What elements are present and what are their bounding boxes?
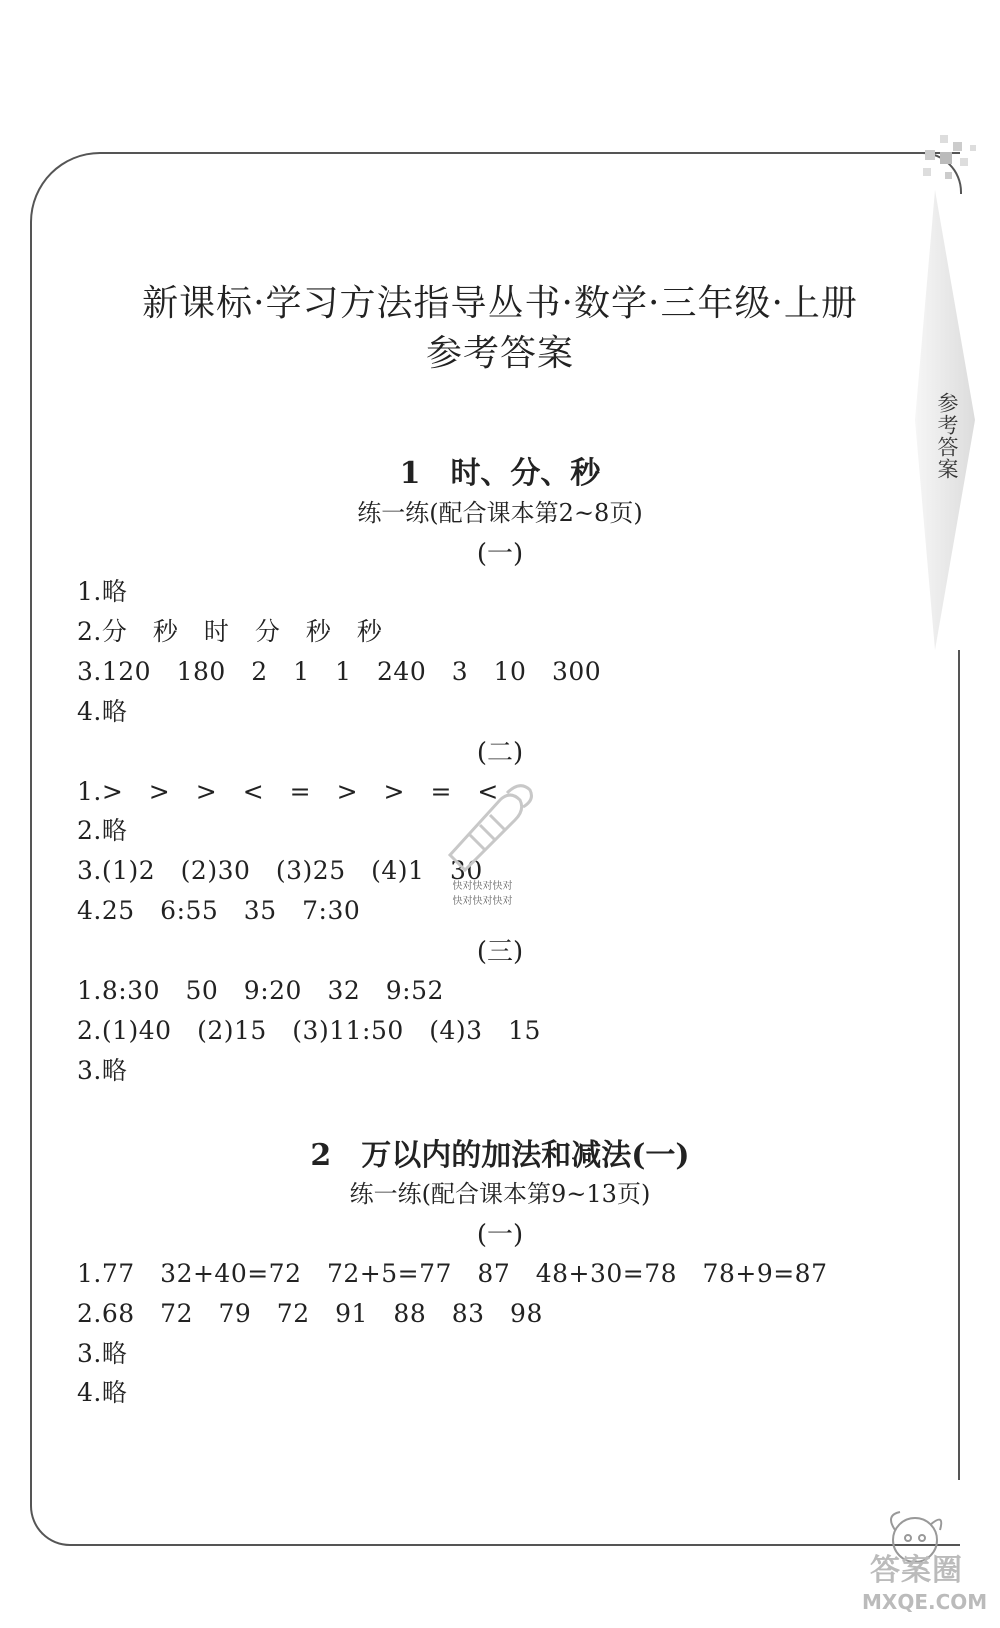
decorative-squares-icon xyxy=(915,130,985,190)
answer-line: 3.120 180 2 1 1 240 3 10 300 xyxy=(77,657,602,686)
answer-line: 2.略 xyxy=(77,816,128,845)
section-2-part-1-label: (一) xyxy=(476,1220,524,1250)
pencil-logo-icon xyxy=(425,775,540,875)
answer-line: 4.略 xyxy=(77,1378,128,1407)
section-1-heading xyxy=(0,448,1000,492)
section-2-number: 2 xyxy=(310,1138,332,1173)
answer-line: 3.略 xyxy=(77,1339,128,1368)
section-2-heading xyxy=(0,1130,1000,1174)
section-1-part-2-label: (二) xyxy=(476,738,524,768)
logo-caption-2: 快对快对快对 xyxy=(452,896,513,907)
watermark-url: MXQE.COM xyxy=(862,1590,988,1614)
section-1-title: 时、分、秒 xyxy=(450,456,601,491)
section-1-number: 1 xyxy=(399,456,421,491)
answer-line: 1.77 32+40=72 72+5=77 87 48+30=78 78+9=87 xyxy=(77,1259,828,1288)
section-1-subtitle: 练一练(配合课本第2~8页) xyxy=(357,499,643,527)
answer-line: 3.(1)2 (2)30 (3)25 (4)1 30 xyxy=(77,856,483,885)
answer-line: 1.略 xyxy=(77,577,128,606)
page-frame-right-line xyxy=(958,650,960,1480)
answer-line: 3.略 xyxy=(77,1056,128,1085)
section-1-part-3-label: (三) xyxy=(476,937,524,967)
logo-caption-1: 快对快对快对 xyxy=(452,881,513,892)
section-2-title: 万以内的加法和减法(一) xyxy=(361,1138,690,1173)
answer-line: 1.8:30 50 9:20 32 9:52 xyxy=(77,976,444,1005)
book-title: 新课标·学习方法指导丛书·数学·三年级·上册 xyxy=(142,283,858,324)
logo xyxy=(425,775,540,915)
answer-line: 2.分 秒 时 分 秒 秒 xyxy=(77,617,383,646)
answer-line: 4.略 xyxy=(77,697,128,726)
answer-line: 2.(1)40 (2)15 (3)11:50 (4)3 15 xyxy=(77,1016,541,1045)
answer-line: 4.25 6:55 35 7:30 xyxy=(77,896,361,925)
watermark-text: 答案圈 xyxy=(870,1553,963,1588)
answer-line: 1.> > > < = > > = < xyxy=(77,777,499,806)
answer-line: 2.68 72 79 72 91 88 83 98 xyxy=(77,1299,543,1328)
section-1-part-1-label: (一) xyxy=(476,539,524,569)
sidebar-label: 参考答案 xyxy=(935,392,959,480)
section-2-subtitle: 练一练(配合课本第9~13页) xyxy=(349,1180,651,1208)
answers-title: 参考答案 xyxy=(425,333,574,374)
